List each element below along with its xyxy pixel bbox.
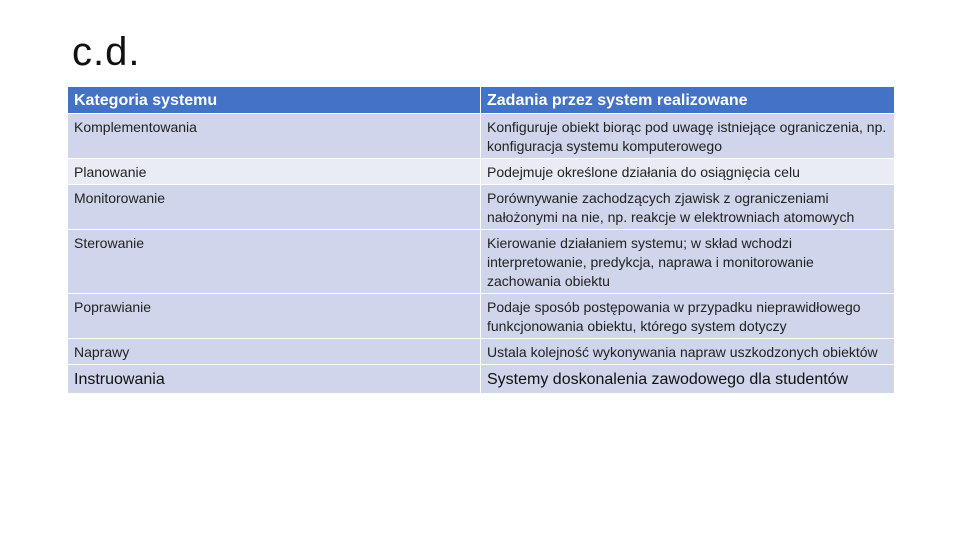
table-row: [68, 294, 895, 339]
row-tasks: Podejmuje określone działania do osiągnięcia celu: [481, 159, 895, 185]
slide-title: c.d.: [72, 30, 141, 74]
header-category: Kategoria systemu: [68, 87, 481, 114]
table-row: [68, 185, 895, 230]
row-category: Planowanie: [68, 159, 481, 185]
row-category: Komplementowania: [68, 114, 481, 159]
table-row: [68, 230, 895, 294]
row-tasks: Podaje sposób postępowania w przypadku nieprawidłowego funkcjonowania obiektu, którego system dotyczy: [481, 294, 895, 339]
table-row: [68, 365, 895, 394]
row-tasks: Kierowanie działaniem systemu; w skład wchodzi interpretowanie, predykcja, naprawa i monitorowanie zachowania obiektu: [481, 230, 895, 294]
row-tasks: Systemy doskonalenia zawodowego dla studentów: [481, 365, 895, 394]
row-tasks: Konfiguruje obiekt biorąc pod uwagę istniejące ograniczenia, np. konfiguracja systemu komputerowego: [481, 114, 895, 159]
row-category: Instruowania: [68, 365, 481, 394]
row-category: Naprawy: [68, 339, 481, 365]
table-row: [68, 114, 895, 159]
row-tasks: Porównywanie zachodzących zjawisk z ograniczeniami nałożonymi na nie, np. reakcje w elektrowniach atomowych: [481, 185, 895, 230]
row-category: Poprawianie: [68, 294, 481, 339]
table-row: [68, 159, 895, 185]
table-header-row: [68, 87, 895, 114]
row-tasks: Ustala kolejność wykonywania napraw uszkodzonych obiektów: [481, 339, 895, 365]
system-categories-table: [67, 86, 895, 394]
table-row: [68, 339, 895, 365]
row-category: Sterowanie: [68, 230, 481, 294]
row-category: Monitorowanie: [68, 185, 481, 230]
header-tasks: Zadania przez system realizowane: [481, 87, 895, 114]
